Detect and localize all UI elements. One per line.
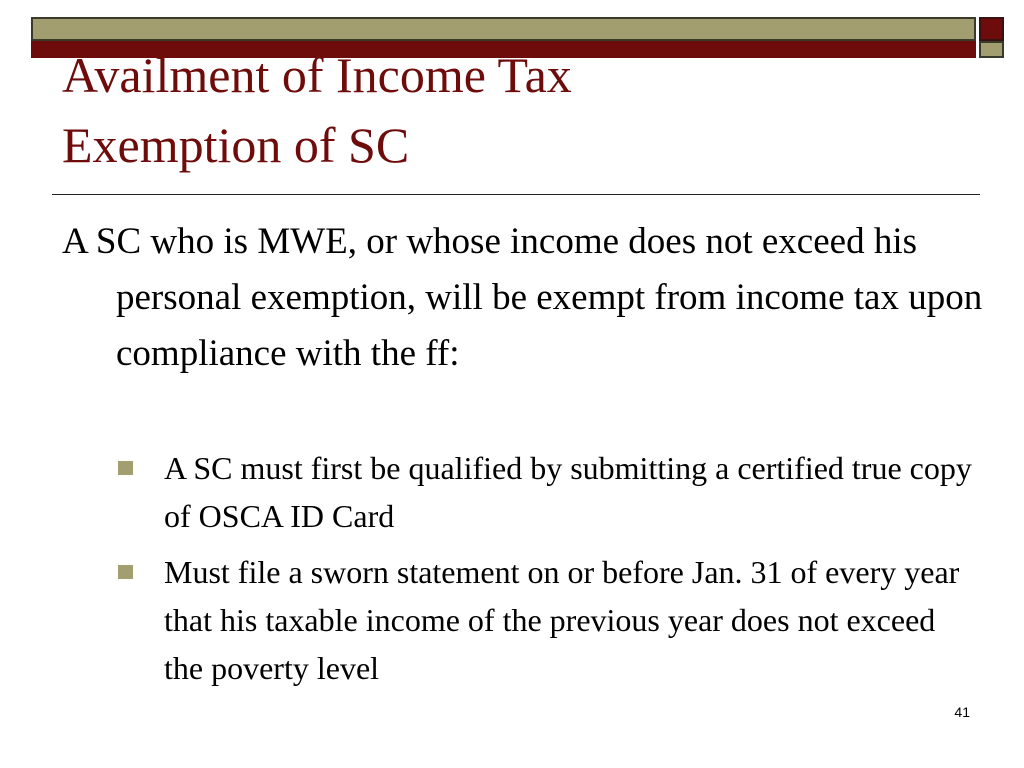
title-divider (52, 194, 980, 195)
slide-title (62, 40, 962, 180)
header-band-olive (31, 17, 976, 41)
header-square-maroon (979, 17, 1004, 41)
list-item (116, 548, 976, 692)
list-item (116, 444, 976, 540)
slide-title-line-1: Availment of Income Tax (62, 47, 572, 103)
square-bullet-icon (118, 461, 133, 475)
page-number: 41 (954, 704, 970, 720)
slide-title-line-2: Exemption of SC (62, 117, 410, 173)
square-bullet-icon (118, 565, 133, 579)
header-square-olive (979, 41, 1004, 58)
requirements-list (116, 444, 976, 700)
list-item-text: A SC must first be qualified by submitting a certified true copy of OSCA ID Card (164, 450, 972, 534)
list-item-text: Must file a sworn statement on or before Jan. 31 of every year that his taxable income of the previous year does not exceed the poverty level (164, 554, 960, 686)
body-text: A SC who is MWE, or whose income does not exceed his personal exemption, will be exempt from income tax upon compliance with the ff: (62, 221, 983, 374)
